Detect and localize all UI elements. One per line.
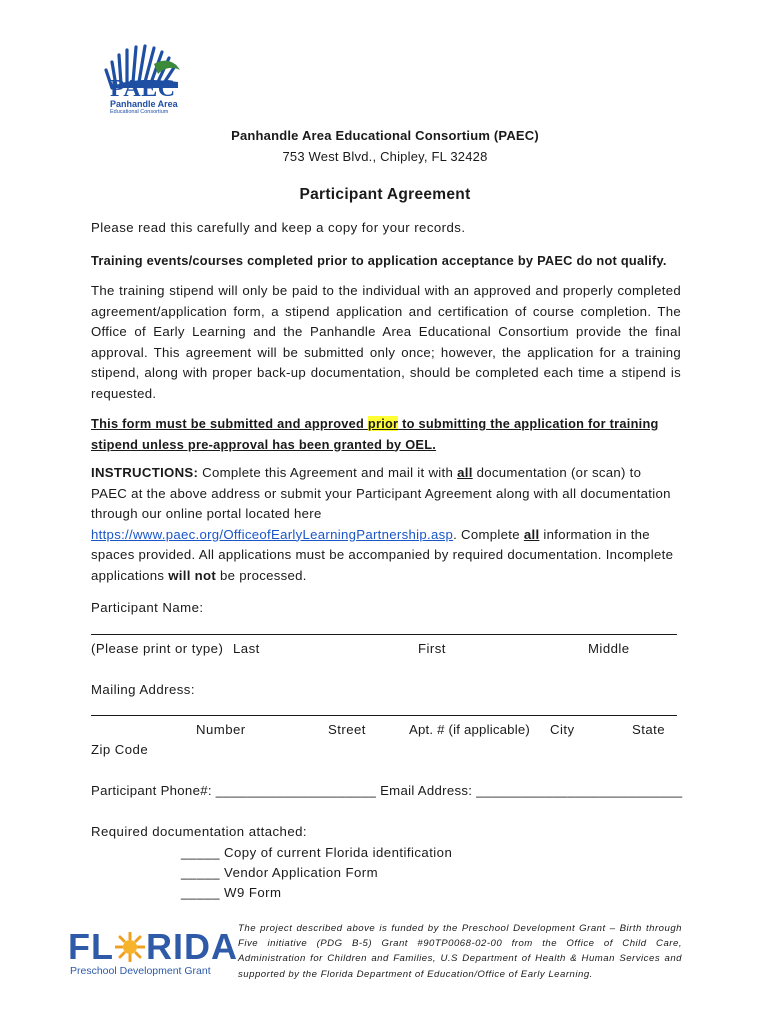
intro-text: Please read this carefully and keep a copy for your records. [91,220,466,235]
paec-logo-name: PAEC [110,76,176,102]
stipend-paragraph: The training stipend will only be paid to the individual with an approved and properly completed agreement/application form, a stipend application and certification of course completion. The Office of Early Learning and the Panhandle Area Educational Consortium provide the final approval. This agreement will be submitted only once; however, the application for a training stipend, along with proper back-up documentation, should be completed each time a stipend is requested. [91,283,681,401]
submit-notice-before: This form must be submitted and approved [91,416,368,431]
address-street-label: Street [328,722,366,737]
org-name: Panhandle Area Educational Consortium (PAEC) [231,128,539,143]
instructions-text4: information in the spaces provided. All applications must be accompanied by required documentation. Incomplete applications [91,526,674,583]
doc-item-label: W9 Form [224,885,282,900]
address-state-label: State [632,722,666,737]
documentation-label: Required documentation attached: [91,824,308,839]
florida-logo-text-start: FL [68,926,114,967]
submit-notice-highlight: prior [367,416,399,431]
address-apt-label: Apt. # (if applicable) [409,722,530,737]
participant-name-line[interactable] [91,634,677,635]
paec-logo [104,44,184,116]
name-last-label: Last [233,641,260,656]
sun-icon [115,931,145,961]
address-city-label: City [550,722,575,737]
page-title: Participant Agreement [299,186,471,203]
instructions-text5: be processed. [216,567,307,583]
submit-notice-after: to submitting the application for training stipend unless pre-approval has been granted by OEL. [91,416,659,452]
mailing-address-label: Mailing Address: [91,682,195,697]
doc-item [181,865,378,880]
doc-item-checkbox[interactable]: _____ [181,865,220,880]
florida-logo-text-end: RIDA [145,926,238,967]
contact-row [91,783,682,798]
mailing-address-line[interactable] [91,715,677,716]
instructions-text1: Complete this Agreement and mail it with [198,465,458,480]
submit-notice [91,414,681,455]
portal-link[interactable]: https://www.paec.org/OfficeofEarlyLearningPartnership.asp [91,526,454,542]
instructions-label: INSTRUCTIONS: [91,465,199,480]
doc-item-checkbox[interactable]: _____ [181,845,220,860]
qualification-notice: Training events/courses completed prior to application acceptance by PAEC do not qualify. [91,253,667,268]
instructions-paragraph [91,463,681,586]
instructions-will-not: will not [168,567,217,583]
doc-item-label: Copy of current Florida identification [224,845,453,860]
email-label: Email Address: [380,783,473,798]
email-field[interactable]: ___________________________ [476,783,683,798]
instructions-text3: . Complete [453,526,524,542]
org-address: 753 West Blvd., Chipley, FL 32428 [282,149,488,164]
florida-logo-subtitle: Preschool Development Grant [70,965,211,977]
paec-logo-line1: Panhandle Area [110,99,178,109]
instructions-all-1: all [457,465,473,480]
doc-item [181,885,281,900]
instructions-text2: documentation (or scan) to PAEC at the above address or submit your Participant Agreement along with all documentation through our online portal located here [91,465,671,521]
address-zip-label: Zip Code [91,742,149,757]
name-hint: (Please print or type) [91,641,224,656]
phone-label: Participant Phone#: [91,783,212,798]
florida-pdg-logo [68,926,238,980]
funding-note: The project described above is funded by the Preschool Development Grant – Birth through Five initiative (PDG B-5) Grant #90TP0068-02-00 from the Office of Child Care, Administration for Children and Families, U.S Department of Health & Human Services and supported by the Florida Department of Education/Office of Early Learning. [238,923,682,980]
instructions-all-2: all [523,526,540,542]
name-middle-label: Middle [588,641,630,656]
doc-item-label: Vendor Application Form [224,865,379,880]
doc-item-checkbox[interactable]: _____ [181,885,220,900]
paec-logo-line2: Educational Consortium [110,109,169,115]
participant-name-label: Participant Name: [91,600,204,615]
phone-field[interactable]: _____________________ [215,783,377,798]
name-first-label: First [418,641,446,656]
address-number-label: Number [196,722,246,737]
doc-item [181,845,452,860]
